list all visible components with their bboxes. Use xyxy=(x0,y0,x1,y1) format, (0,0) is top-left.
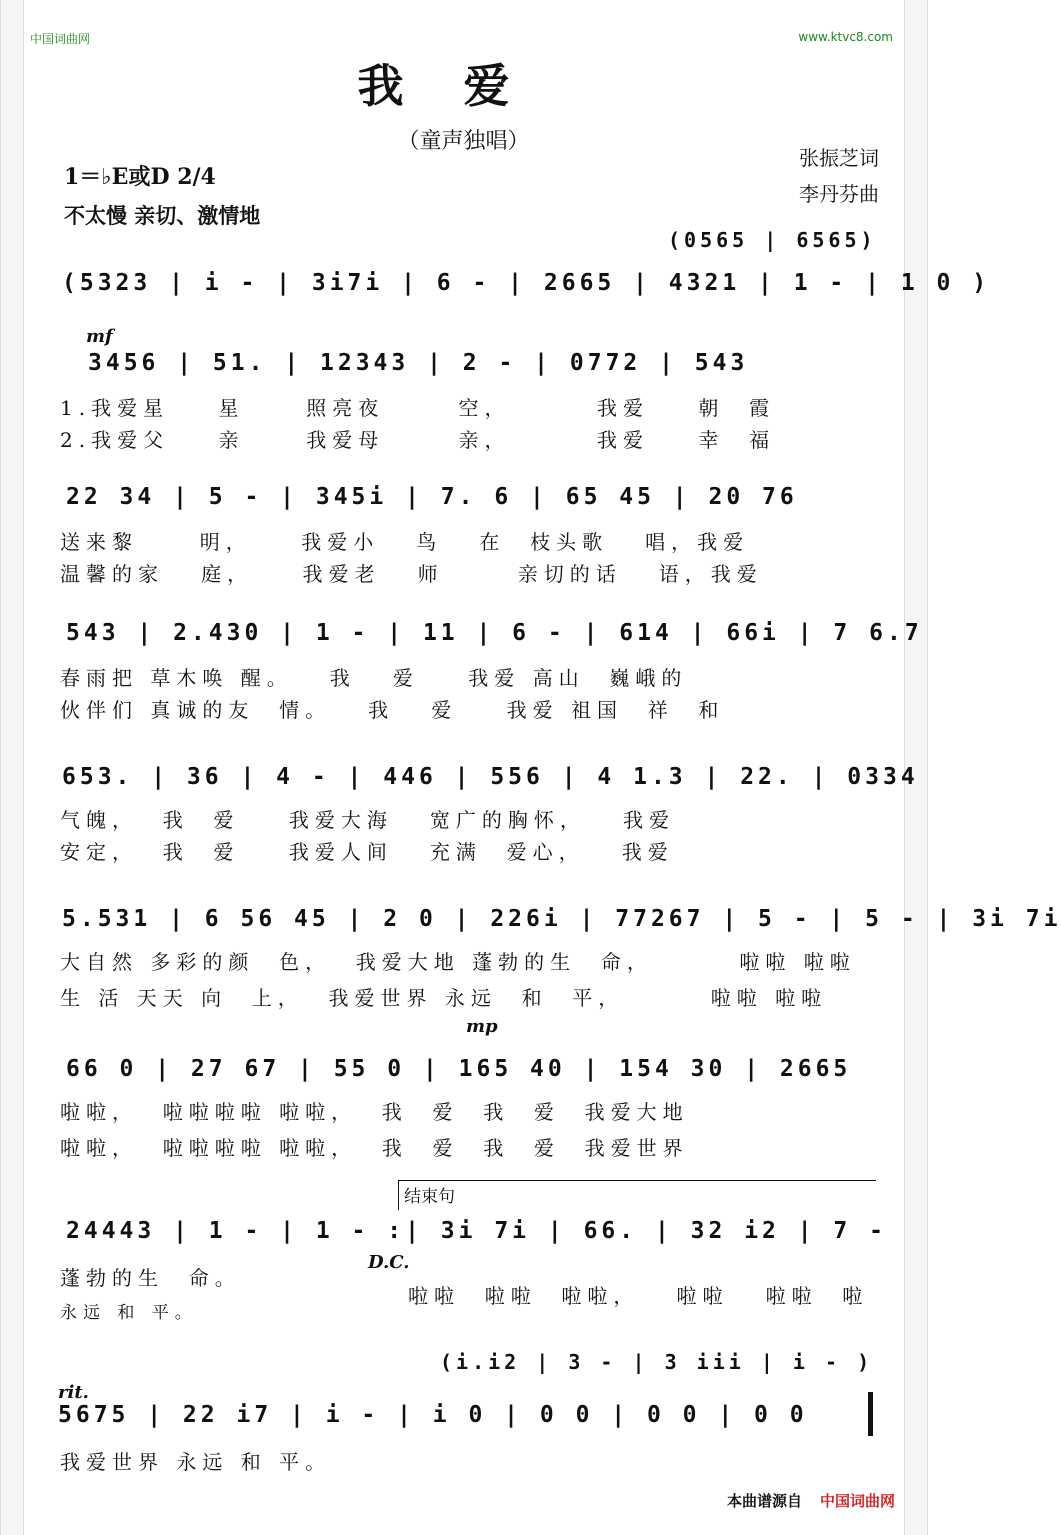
ending-bracket-tick xyxy=(398,1180,399,1210)
staff-line-2-notes: 3456 | 51. | 12343 | 2 - | 0772 | 543 xyxy=(88,350,749,376)
footer-site-link[interactable]: 中国词曲网 xyxy=(819,1492,895,1510)
lyricist-credit: 张振芝词 xyxy=(799,146,879,170)
footer-label: 本曲谱源自 xyxy=(726,1492,802,1510)
staff-line-4-lyric-verse2: 伙伴们 真诚的友 情。 我 爱 我爱 祖国 祥 和 xyxy=(60,698,725,722)
staff-line-4-lyric-verse1: 春雨把 草木唤 醒。 我 爱 我爱 高山 巍峨的 xyxy=(60,666,688,690)
site-url-right[interactable]: www.ktvc8.com xyxy=(798,30,893,44)
ending-label: 结束句 xyxy=(404,1187,455,1207)
staff-line-9-notes: 5675 | 22 i7 | i - | i 0 | 0 0 | 0 0 | 0 0 xyxy=(58,1402,808,1428)
da-capo-mark: D.C. xyxy=(368,1252,410,1273)
staff-line-3-notes: 22 34 | 5 - | 345i | 7. 6 | 65 45 | 20 76 xyxy=(66,484,798,510)
final-double-barline xyxy=(868,1392,873,1436)
dynamic-mf: mf xyxy=(86,326,113,347)
key-signature: 1＝♭E或D 2/4 xyxy=(64,164,216,190)
site-name-left[interactable]: 中国词曲网 xyxy=(30,32,91,46)
source-footer xyxy=(727,1490,895,1511)
staff-line-8-lyric-verse1: 蓬勃的生 命。 xyxy=(60,1266,241,1290)
staff-line-8-lyric-verse2: 永远 和 平。 xyxy=(60,1303,198,1323)
staff-line-7-notes: 66 0 | 27 67 | 55 0 | 165 40 | 154 30 | 2665 xyxy=(66,1056,852,1082)
tempo-marking: 不太慢 亲切、激情地 xyxy=(64,204,261,228)
song-title: 我爱 xyxy=(357,59,570,113)
staff-line-6-lyric-verse1: 大自然 多彩的颜 色， 我爱大地 蓬勃的生 命， 啦啦 啦啦 xyxy=(60,950,856,974)
ending-bracket-line xyxy=(398,1180,876,1182)
coda-upper-notes: (i.i2 | 3 - | 3 iii | i - ) xyxy=(440,1350,874,1374)
ending-lyric: 啦啦 啦啦 啦啦， 啦啦 啦啦 啦 xyxy=(408,1284,869,1308)
staff-line-9-lyric: 我爱世界 永远 和 平。 xyxy=(60,1450,332,1474)
staff-line-5-lyric-verse2: 安定， 我 爱 我爱人间 充满 爱心， 我爱 xyxy=(60,840,674,864)
staff-line-4-notes: 543 | 2.430 | 1 - | 11 | 6 - | 614 | 66i | 7 6.7 xyxy=(66,620,923,646)
staff-line-3-lyric-verse1: 送来黎 明， 我爱小 鸟 在 枝头歌 唱，我爱 xyxy=(60,530,750,554)
staff-line-2-lyric-verse2: 2.我爱父 亲 我爱母 亲， 我爱 幸 福 xyxy=(60,428,776,452)
left-watermark-strip xyxy=(0,0,24,1535)
ritardando-mark: rit. xyxy=(58,1382,89,1403)
composer-credit: 李丹芬曲 xyxy=(799,182,879,206)
staff-line-3-lyric-verse2: 温馨的家 庭， 我爱老 师 亲切的话 语，我爱 xyxy=(60,562,763,586)
staff-line-2-lyric-verse1: 1.我爱星 星 照亮夜 空， 我爱 朝 霞 xyxy=(60,396,776,420)
staff-line-5-notes: 653. | 36 | 4 - | 446 | 556 | 4 1.3 | 22. | 0334 xyxy=(62,764,919,790)
staff-line-5-lyric-verse1: 气魄， 我 爱 我爱大海 宽广的胸怀， 我爱 xyxy=(60,808,676,832)
staff-line-6-notes: 5.531 | 6 56 45 | 2 0 | 226i | 77267 | 5 - | 5 - | 3i 7i xyxy=(62,906,1061,932)
staff-line-8-notes: 24443 | 1 - | 1 - :| 3i 7i | 66. | 32 i2 | 7 - xyxy=(66,1218,887,1244)
staff-line-6-lyric-verse2: 生 活 天天 向 上， 我爱世界 永远 和 平， 啦啦 啦啦 xyxy=(60,986,828,1010)
staff-line-7-lyric-verse2: 啦啦， 啦啦啦啦 啦啦， 我 爱 我 爱 我爱世界 xyxy=(60,1136,689,1160)
dynamic-mp: mp xyxy=(466,1016,498,1037)
intro-pickup-notes: (0565 | 6565) xyxy=(668,228,877,252)
song-subtitle: （童声独唱） xyxy=(397,129,530,154)
staff-line-7-lyric-verse1: 啦啦， 啦啦啦啦 啦啦， 我 爱 我 爱 我爱大地 xyxy=(60,1100,689,1124)
staff-line-1-notes: (5323 | i - | 3i7i | 6 - | 2665 | 4321 | 1 - | 1 0 ) xyxy=(62,270,991,296)
